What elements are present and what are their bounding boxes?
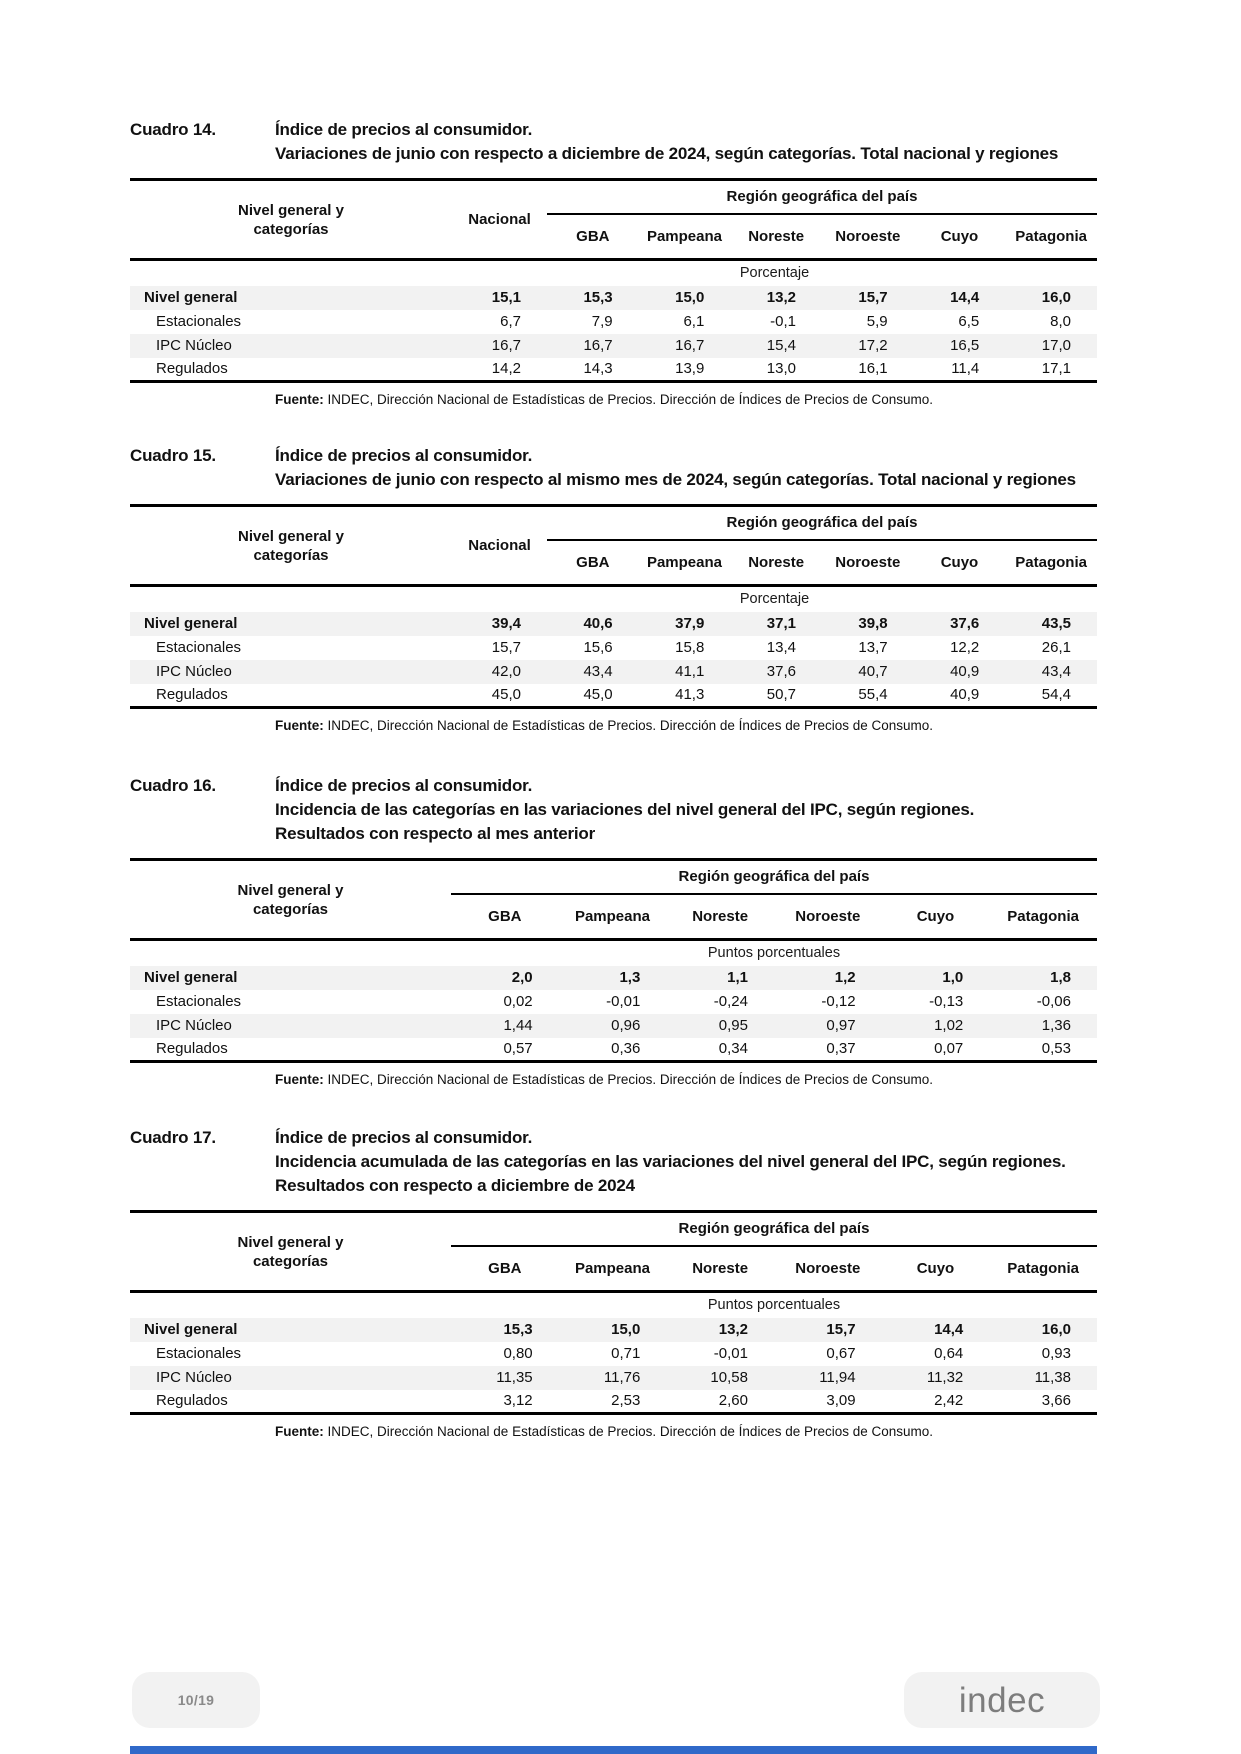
unit-row [130,940,1097,966]
column-header: Pampeana [559,1246,667,1292]
value-cell: 17,1 [1041,360,1071,378]
value-cell: 37,1 [766,615,796,632]
row-label: Estacionales [156,1345,242,1362]
value-cell: 15,0 [611,1321,641,1338]
stub-column-header [130,180,452,260]
value-cell: 0,67 [826,1345,856,1362]
source-note [275,1071,1097,1088]
cuadro-14 [130,118,1097,408]
stub-header-line: Nivel general y [237,1233,344,1251]
value-cell: 13,2 [766,289,796,306]
table-title-line: Índice de precios al consumidor. [275,120,533,139]
table-title-line: Incidencia acumulada de las categorías en las variaciones del nivel general del IPC, según regiones. [275,1152,1066,1171]
value-cell: 16,0 [1041,289,1071,306]
value-cell: 16,0 [1041,1321,1071,1338]
unit-row [130,586,1097,612]
value-cell: 0,97 [826,1017,856,1034]
value-cell: 0,37 [826,1040,856,1058]
value-cell: 13,9 [675,360,705,378]
unit-label: Porcentaje [739,265,810,282]
value-cell: 0,80 [503,1345,533,1362]
value-cell: -0,24 [713,993,748,1010]
cuadro-15 [130,444,1097,734]
value-cell: 13,0 [766,360,796,378]
column-header: Cuyo [882,1246,990,1292]
table-title-line: Índice de precios al consumidor. [275,1128,533,1147]
value-cell: -0,06 [1036,993,1071,1010]
row-label: Regulados [156,686,228,704]
row-label: Estacionales [156,313,242,330]
value-cell: 43,4 [1041,663,1071,680]
value-cell: 45,0 [583,686,613,704]
table-row [130,966,1097,990]
header-row-1 [130,860,1097,894]
value-cell: 15,7 [491,639,521,656]
source-label: Fuente: [275,1072,324,1087]
value-cell: 0,53 [1041,1040,1071,1058]
value-cell: 13,4 [766,639,796,656]
value-cell: 37,6 [950,615,980,632]
value-cell: 1,36 [1041,1017,1071,1034]
source-text: INDEC, Dirección Nacional de Estadísticas de Precios. Dirección de Índices de Precios de Consumo. [323,1424,934,1439]
column-header: Noreste [730,214,822,260]
table-row [130,1038,1097,1062]
value-cell: 1,2 [834,969,856,986]
data-table [130,504,1097,709]
value-cell: 43,5 [1041,615,1071,632]
value-cell: 16,7 [491,337,521,354]
stub-header-line: categorías [253,546,329,564]
table-row [130,684,1097,708]
table-row [130,660,1097,684]
source-label: Fuente: [275,1424,324,1439]
value-cell: 15,4 [766,337,796,354]
table-title-line: Variaciones de junio con respecto a diciembre de 2024, según categorías. Total nacional y regiones [275,144,1059,163]
source-text: INDEC, Dirección Nacional de Estadísticas de Precios. Dirección de Índices de Precios de Consumo. [323,718,934,733]
value-cell: 40,9 [950,663,980,680]
value-cell: 1,1 [727,969,748,986]
value-cell: 41,1 [675,663,705,680]
column-header: Cuyo [882,894,990,940]
value-cell: 12,2 [950,639,980,656]
value-cell: 42,0 [491,663,521,680]
value-cell: 2,53 [611,1392,641,1410]
value-cell: 14,2 [491,360,521,378]
cuadro-16-header [130,774,1097,846]
stub-header-line: categorías [253,220,329,238]
value-cell: 16,1 [858,360,888,378]
unit-stub-cell [130,940,451,966]
value-cell: 1,44 [503,1017,533,1034]
value-cell: -0,01 [606,993,641,1010]
value-cell: 15,1 [491,289,521,306]
stub-header-line: Nivel general y [238,527,344,545]
table-title-line: Índice de precios al consumidor. [275,446,533,465]
row-label: Regulados [156,1392,228,1410]
table-title-line: Índice de precios al consumidor. [275,776,533,795]
value-cell: 3,12 [503,1392,533,1410]
value-cell: 11,38 [1034,1369,1071,1386]
column-header: Pampeana [639,214,731,260]
table-title [275,118,1058,166]
value-cell: 39,8 [858,615,888,632]
value-cell: 40,6 [583,615,613,632]
table-cuadro-15 [130,504,1097,709]
value-cell: 6,5 [958,313,980,330]
column-header: Noreste [666,1246,774,1292]
region-group-header: Región geográfica del país [451,860,1097,894]
table-row [130,310,1097,334]
value-cell: 16,5 [950,337,980,354]
data-table [130,178,1097,383]
cuadro-15-header [130,444,1097,492]
source-note [275,1423,1097,1440]
value-cell: 14,4 [950,289,980,306]
source-note [275,717,1097,734]
value-cell: 13,2 [718,1321,748,1338]
column-header: GBA [547,540,639,586]
value-cell: 13,7 [858,639,888,656]
value-cell: 17,2 [858,337,888,354]
row-label: IPC Núcleo [156,663,232,680]
column-header: Noroeste [822,214,914,260]
header-row-1 [130,1212,1097,1246]
stub-header-line: Nivel general y [237,881,344,899]
column-header: Pampeana [639,540,731,586]
table-label: Cuadro 14. [130,120,216,139]
column-header: Noreste [666,894,774,940]
table-label: Cuadro 16. [130,776,216,795]
table-row [130,1318,1097,1342]
value-cell: 43,4 [583,663,613,680]
value-cell: 0,34 [718,1040,748,1058]
source-note [275,391,1097,408]
value-cell: 37,6 [766,663,796,680]
column-header: GBA [547,214,639,260]
row-label: Nivel general [144,969,238,986]
value-cell: 40,7 [858,663,888,680]
value-cell: 14,3 [583,360,613,378]
cuadro-17 [130,1126,1097,1440]
value-cell: 5,9 [866,313,888,330]
value-cell: 0,64 [934,1345,964,1362]
value-cell: 40,9 [950,686,980,704]
value-cell: 14,4 [934,1321,964,1338]
indec-logo-badge [904,1672,1100,1728]
source-text: INDEC, Dirección Nacional de Estadísticas de Precios. Dirección de Índices de Precios de Consumo. [323,392,934,407]
table-title [275,1126,1066,1198]
page-number: 10/19 [177,1692,215,1708]
stub-header-line: categorías [252,1252,329,1270]
row-label: Estacionales [156,993,242,1010]
cuadro-16 [130,774,1097,1088]
column-header: Pampeana [559,894,667,940]
column-header: Patagonia [989,894,1097,940]
value-cell: 6,1 [683,313,705,330]
column-header: GBA [451,1246,559,1292]
region-group-header: Región geográfica del país [451,1212,1097,1246]
value-cell: -0,12 [821,993,856,1010]
stub-column-header [130,1212,451,1292]
table-title-line: Resultados con respecto al mes anterior [275,824,596,843]
value-cell: 41,3 [675,686,705,704]
table-label: Cuadro 17. [130,1128,216,1147]
footer-accent-bar [130,1746,1097,1754]
value-cell: 45,0 [491,686,521,704]
value-cell: 0,02 [503,993,533,1010]
unit-label: Puntos porcentuales [707,945,841,962]
region-group-header: Región geográfica del país [547,506,1097,540]
value-cell: 3,66 [1041,1392,1071,1410]
unit-label: Porcentaje [739,591,810,608]
value-cell: 15,3 [583,289,613,306]
cuadro-14-header [130,118,1097,166]
value-cell: 15,8 [675,639,705,656]
value-cell: 11,94 [819,1369,856,1386]
stub-header-line: Nivel general y [238,201,344,219]
value-cell: 7,9 [591,313,613,330]
region-group-header: Región geográfica del país [547,180,1097,214]
table-row [130,990,1097,1014]
table-row [130,636,1097,660]
column-header: Cuyo [914,214,1006,260]
table-row [130,358,1097,382]
indec-logo: indec [958,1680,1046,1720]
value-cell: 1,0 [942,969,964,986]
page-number-badge [132,1672,260,1728]
value-cell: 26,1 [1041,639,1071,656]
table-row [130,1366,1097,1390]
table-cuadro-17 [130,1210,1097,1415]
column-header: Noroeste [822,540,914,586]
value-cell: 0,96 [611,1017,641,1034]
stub-column-header [130,860,451,940]
table-row [130,1342,1097,1366]
value-cell: 2,60 [718,1392,748,1410]
table-title-line: Incidencia de las categorías en las variaciones del nivel general del IPC, según regiones. [275,800,975,819]
source-label: Fuente: [275,718,324,733]
value-cell: 0,07 [934,1040,964,1058]
column-header: Patagonia [1005,214,1097,260]
row-label: Estacionales [156,639,242,656]
row-label: IPC Núcleo [156,337,232,354]
value-cell: 54,4 [1041,686,1071,704]
value-cell: 6,7 [500,313,521,330]
nacional-column-header: Nacional [452,180,547,260]
value-cell: 10,58 [710,1369,748,1386]
stub-column-header [130,506,452,586]
value-cell: -0,13 [929,993,964,1010]
table-label: Cuadro 15. [130,446,216,465]
value-cell: 50,7 [766,686,796,704]
value-cell: -0,1 [770,313,796,330]
value-cell: 1,02 [934,1017,964,1034]
unit-stub-cell [130,586,452,612]
table-title-line: Resultados con respecto a diciembre de 2024 [275,1176,635,1195]
table-title [275,444,1076,492]
value-cell: 0,57 [503,1040,533,1058]
nacional-column-header: Nacional [452,506,547,586]
value-cell: 16,7 [675,337,705,354]
row-label: Nivel general [144,1321,238,1338]
unit-stub-cell [130,260,452,286]
value-cell: 15,0 [675,289,705,306]
value-cell: 11,35 [496,1369,533,1386]
data-table [130,1210,1097,1415]
value-cell: 3,09 [826,1392,856,1410]
column-header: Noroeste [774,894,882,940]
source-label: Fuente: [275,392,324,407]
stub-header-line: categorías [252,900,329,918]
unit-stub-cell [130,1292,451,1318]
table-row [130,286,1097,310]
table-row [130,334,1097,358]
table-row [130,612,1097,636]
data-table [130,858,1097,1063]
row-label: IPC Núcleo [156,1369,232,1386]
value-cell: 0,93 [1041,1345,1071,1362]
unit-row [130,1292,1097,1318]
row-label: IPC Núcleo [156,1017,232,1034]
row-label: Nivel general [144,289,238,306]
value-cell: 39,4 [491,615,521,632]
value-cell: -0,01 [713,1345,748,1362]
value-cell: 15,7 [826,1321,856,1338]
value-cell: 15,3 [503,1321,533,1338]
table-title-line: Variaciones de junio con respecto al mismo mes de 2024, según categorías. Total nacional y regiones [275,470,1076,489]
unit-label: Puntos porcentuales [707,1297,841,1314]
table-row [130,1390,1097,1414]
value-cell: 11,32 [926,1369,964,1386]
table-cuadro-16 [130,858,1097,1063]
source-text: INDEC, Dirección Nacional de Estadísticas de Precios. Dirección de Índices de Precios de Consumo. [323,1072,934,1087]
row-label: Regulados [156,360,228,378]
cuadro-17-header [130,1126,1097,1198]
column-header: Noroeste [774,1246,882,1292]
column-header: Patagonia [989,1246,1097,1292]
value-cell: 2,42 [934,1392,964,1410]
unit-row [130,260,1097,286]
column-header: GBA [451,894,559,940]
table-cuadro-14 [130,178,1097,383]
value-cell: 15,7 [858,289,888,306]
value-cell: 1,3 [619,969,641,986]
column-header: Noreste [730,540,822,586]
column-header: Cuyo [914,540,1006,586]
value-cell: 11,4 [951,360,980,378]
value-cell: 11,76 [603,1369,641,1386]
value-cell: 15,6 [583,639,613,656]
row-label: Regulados [156,1040,228,1058]
value-cell: 8,0 [1050,313,1071,330]
value-cell: 55,4 [858,686,888,704]
page-content [130,118,1097,1440]
value-cell: 2,0 [511,969,533,986]
header-row-1 [130,506,1097,540]
value-cell: 16,7 [583,337,613,354]
value-cell: 0,71 [611,1345,641,1362]
column-header: Patagonia [1005,540,1097,586]
value-cell: 37,9 [675,615,705,632]
row-label: Nivel general [144,615,238,632]
table-row [130,1014,1097,1038]
table-title [275,774,974,846]
value-cell: 0,36 [611,1040,641,1058]
value-cell: 17,0 [1041,337,1071,354]
header-row-1 [130,180,1097,214]
value-cell: 0,95 [718,1017,748,1034]
value-cell: 1,8 [1050,969,1071,986]
